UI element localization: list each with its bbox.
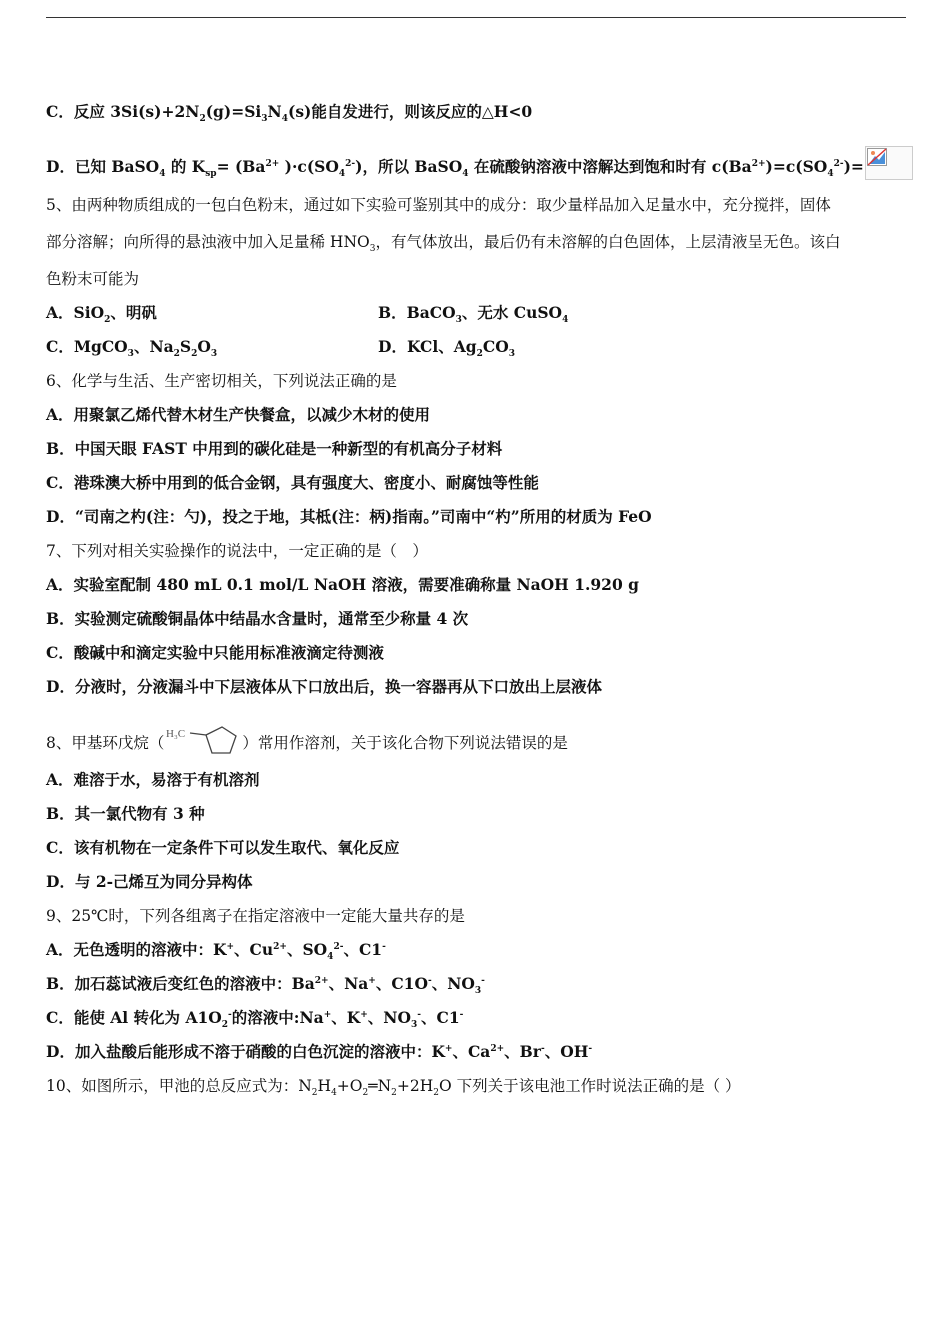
q7-option-a: A．实验室配制 480 mL 0.1 mol/L NaOH 溶液，需要准确称量 NaOH 1.920 g [46,575,639,594]
q9-option-c: C．能使 Al 转化为 $A1O_2^-$的溶液中:Na+、K+、$NO_3^-$、C1- [46,1008,464,1031]
q5-option-d: D．KCl、$Ag_2CO_3$ [378,337,515,360]
q9-option-a: A．无色透明的溶液中：K+、$Cu^{2+}$、$SO_4^{2-}$、C1- [46,940,386,963]
header-rule [46,17,906,18]
q5-stem-line2: 部分溶解；向所得的悬浊液中加入足量稀 $HNO_3$，有气体放出，最后仍有未溶解的白色固体，上层清液呈无色。该白 [46,233,841,255]
q9-stem: 9、25℃时，下列各组离子在指定溶液中一定能大量共存的是 [46,907,465,925]
q5-option-b: B．BaCO$_3$、无水 CuSO$_4$ [378,303,569,326]
q7-option-c: C．酸碱中和滴定实验中只能用标准液滴定待测液 [46,643,384,662]
q9-option-d: D．加入盐酸后能形成不溶于硝酸的白色沉淀的溶液中：K+、$Ca^{2+}$、Br-、OH- [46,1042,593,1061]
q10-stem: 10、如图所示，甲池的总反应式为：$N_2H_4+O_2═N_2+2H_2O$ 下列关于该电池工作时说法正确的是（ ） [46,1077,741,1099]
q9-option-b: B．加石蕊试液后变红色的溶液中：$Ba^{2+}$、Na+、C1O-、$NO_3^-$ [46,974,485,997]
q5-option-c: C．MgCO$_3$、$Na_2S_2O_3$ [46,337,218,360]
q7-stem: 7、下列对相关实验操作的说法中，一定正确的是（ ） [46,542,428,560]
q8-option-d: D．与 2-己烯互为同分异构体 [46,872,253,891]
q6-option-d: D．“司南之杓(注：勺)，投之于地，其柢(注：柄)指南。”司南中“杓”所用的材质为 FeO [46,507,652,526]
q8-option-b: B．其一氯代物有 3 种 [46,804,205,823]
q8-option-c: C．该有机物在一定条件下可以发生取代、氧化反应 [46,838,400,857]
broken-image-icon [865,146,913,180]
q4-option-d: D．已知 BaSO$_4$ 的 $K_{sp}= (Ba^{2+}$ )$\cdot c(SO_4^{2-})$，所以 BaSO$_4$ 在硫酸钠溶液中溶解达到饱和时有 $c(Ba^{2+})=c(SO_4^{2-})=$ [46,146,913,180]
q6-option-c: C．港珠澳大桥中用到的低合金钢，具有强度大、密度小、耐腐蚀等性能 [46,473,539,492]
q8-option-a: A．难溶于水，易溶于有机溶剂 [46,770,260,789]
q4-option-c: C．反应 $3Si(s)+2N_2(g)=Si_3N_4(s)$能自发进行，则该反应的△H<0 [46,102,533,125]
methyl-label: H₃C [166,728,186,740]
q5-option-a: A．SiO$_2$、明矾 [46,303,157,326]
q7-option-b: B．实验测定硫酸铜晶体中结晶水含量时，通常至少称量 4 次 [46,609,469,628]
q5-stem-line3: 色粉末可能为 [46,270,140,288]
q6-option-b: B．中国天眼 FAST 中用到的碳化硅是一种新型的有机高分子材料 [46,439,503,458]
q6-stem: 6、化学与生活、生产密切相关，下列说法正确的是 [46,372,397,390]
q6-option-a: A．用聚氯乙烯代替木材生产快餐盒，以减少木材的使用 [46,405,431,424]
q5-stem-line1: 5、由两种物质组成的一包白色粉末，通过如下实验可鉴别其中的成分：取少量样品加入足量水中，充分搅拌，固体 [46,196,831,214]
methylcyclopentane-structure [166,722,240,766]
q7-option-d: D．分液时，分液漏斗中下层液体从下口放出后，换一容器再从下口放出上层液体 [46,677,602,696]
q8-stem: 8、甲基环戊烷（ H₃C ）常用作溶剂，关于该化合物下列说法错误的是 [46,722,568,766]
